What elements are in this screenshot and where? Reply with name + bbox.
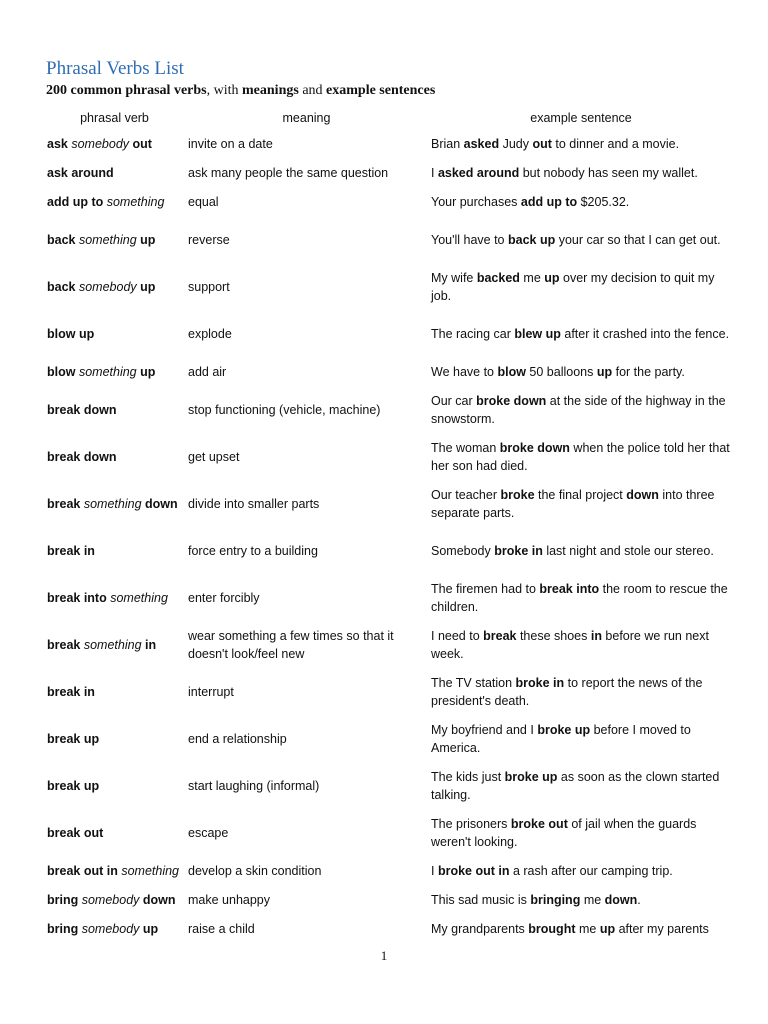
phrasal-verb-cell [44,763,185,810]
meaning-cell: interrupt [188,684,234,699]
phrasal-verb-cell [44,716,185,763]
text-segment: out [532,136,552,151]
text-segment: break [483,629,517,643]
table-row [44,669,734,716]
meaning-cell: explode [188,326,232,341]
text-segment: The woman [431,441,500,455]
table-row [44,575,734,622]
text-segment: broke in [494,543,543,558]
text-segment: broke up [537,723,591,737]
text-segment: ask around [47,165,114,180]
text-segment: The TV station [431,676,516,690]
text-segment: back up [507,232,556,247]
text-segment: blow [47,364,79,379]
text-segment: I need to [431,629,484,643]
text-segment: of jail when the guards weren't looking. [431,817,697,849]
text-segment: before I moved to America. [431,723,691,755]
phrasal-verb-cell [44,387,185,434]
example-sentence-cell [428,716,734,763]
table-row [44,387,734,434]
table-row [44,763,734,810]
text-segment: add up to [47,194,107,209]
phrasal-verb-cell [44,810,185,857]
table-row [44,915,734,944]
text-segment: broke out in [437,863,510,878]
phrasal-verb-cell [44,886,185,915]
text-segment: back [47,279,79,294]
text-segment: as soon as the clown started talking. [431,770,720,802]
table-row [44,886,734,915]
example-sentence-cell [428,575,734,622]
text-segment: asked [463,136,500,151]
example-sentence-cell [428,387,734,434]
text-segment: backed [476,271,520,285]
text-segment: in [141,637,157,652]
text-segment: Judy [499,136,533,151]
meaning-cell: support [188,279,230,294]
example-sentence-cell [428,763,734,810]
text-segment: to dinner and a movie. [551,136,680,151]
text-segment: me [575,921,600,936]
meaning-cell: equal [188,194,219,209]
text-segment: down [141,496,178,511]
text-segment: Our car [431,394,477,408]
phrasal-verb-cell [44,130,185,159]
table-row [44,264,734,311]
text-segment: these shoes [516,629,591,643]
text-segment: up [136,364,156,379]
table-row [44,311,734,358]
text-segment: something [83,637,142,652]
subtitle-segment: 200 common phrasal verbs [46,83,207,98]
subtitle-segment: and [298,83,327,98]
phrasal-verbs-table [44,108,734,944]
table-row [44,130,734,159]
text-segment: Somebody [431,543,495,558]
text-segment: broke [500,488,535,502]
phrasal-verb-cell [44,188,185,217]
table-row [44,358,734,387]
text-segment: break up [47,778,100,793]
text-segment: down [626,488,659,502]
text-segment: break out [47,825,104,840]
text-segment: My wife [431,271,477,285]
text-segment: down [139,892,176,907]
table-row [44,481,734,528]
text-segment: blow [497,364,526,379]
text-segment: broke down [499,441,570,455]
document-subtitle [46,83,435,99]
text-segment: something [110,590,168,605]
text-segment: bring [47,921,82,936]
meaning-cell: develop a skin condition [188,863,322,878]
text-segment: ask [47,136,72,151]
table-row [44,188,734,217]
example-sentence-cell [428,886,734,915]
text-segment: The firemen had to [431,582,540,596]
text-segment: something [78,232,137,247]
text-segment: up [544,271,560,285]
text-segment: to report the news of the president's death. [431,676,703,708]
table-header-row [44,108,734,130]
text-segment: at the side of the highway in the snowstorm. [431,394,726,426]
phrasal-verb-cell [44,915,185,944]
meaning-cell: start laughing (informal) [188,778,320,793]
text-segment: into three separate parts. [431,488,715,520]
text-segment: back [47,232,79,247]
text-segment: bringing [530,892,581,907]
text-segment: break down [47,449,117,464]
text-segment: The kids just [431,770,505,784]
document-title: Phrasal Verbs List [46,58,184,79]
text-segment: out [129,136,152,151]
text-segment: but nobody has seen my wallet. [519,165,698,180]
text-segment: bring [47,892,82,907]
text-segment: blow up [47,326,95,341]
text-segment: 50 balloons [525,364,597,379]
meaning-cell: enter forcibly [188,590,260,605]
text-segment: over my decision to quit my job. [431,271,715,303]
text-segment: the room to rescue the children. [431,582,728,614]
example-sentence-cell [428,481,734,528]
text-segment: something [83,496,142,511]
subtitle-segment: , with [206,83,243,98]
phrasal-verb-cell [44,159,185,188]
meaning-cell: add air [188,364,227,379]
text-segment: somebody [78,279,137,294]
table-row [44,159,734,188]
text-segment: My grandparents [431,921,529,936]
phrasal-verb-cell [44,434,185,481]
example-sentence-cell [428,528,734,575]
text-segment: after my parents [615,921,709,936]
table-row [44,217,734,264]
text-segment: something [78,364,137,379]
meaning-cell: reverse [188,232,230,247]
text-segment: . [637,892,641,907]
example-sentence-cell [428,217,734,264]
text-segment: Brian [431,136,464,151]
meaning-cell: escape [188,825,229,840]
text-segment: in [590,629,602,643]
page-number: 1 [380,948,388,963]
header-example-sentence: example sentence [530,111,632,126]
text-segment: asked around [437,165,520,180]
text-segment: me [580,892,605,907]
phrasal-verb-cell [44,311,185,358]
text-segment: Our teacher [431,488,501,502]
text-segment: somebody [71,136,130,151]
text-segment: a rash after our camping trip. [509,863,673,878]
text-segment: up [136,232,156,247]
example-sentence-cell [428,434,734,481]
text-segment: up [599,921,616,936]
subtitle-segment: meanings [242,83,299,98]
phrasal-verb-cell [44,622,185,669]
text-segment: I [431,165,438,180]
header-meaning: meaning [282,111,331,126]
meaning-cell: invite on a date [188,136,273,151]
phrasal-verb-cell [44,358,185,387]
text-segment: break into [539,582,600,596]
example-sentence-cell [428,188,734,217]
text-segment: your car so that I can get out. [555,232,721,247]
example-sentence-cell [428,857,734,886]
meaning-cell: get upset [188,449,240,464]
meaning-cell: force entry to a building [188,543,318,558]
example-sentence-cell [428,130,734,159]
text-segment: last night and stole our stereo. [542,543,714,558]
text-segment: me [519,271,545,285]
text-segment: We have to [431,364,498,379]
meaning-cell: raise a child [188,921,255,936]
text-segment: break into [47,590,111,605]
text-segment: The prisoners [431,817,511,831]
text-segment: My boyfriend and I [431,723,538,737]
meaning-cell: ask many people the same question [188,165,389,180]
example-sentence-cell [428,358,734,387]
example-sentence-cell [428,669,734,716]
table-row [44,716,734,763]
subtitle-segment: example sentences [326,83,436,98]
table-row [44,528,734,575]
text-segment: up [139,921,159,936]
meaning-cell: stop functioning (vehicle, machine) [188,402,381,417]
text-segment: break in [47,684,95,699]
text-segment: up [136,279,156,294]
phrasal-verb-cell [44,669,185,716]
text-segment: add up to [520,194,578,209]
table-row [44,810,734,857]
text-segment: broke out [510,817,568,831]
phrasal-verb-cell [44,264,185,311]
text-segment: break out in [47,863,122,878]
example-sentence-cell [428,311,734,358]
example-sentence-cell [428,622,734,669]
text-segment: break in [47,543,95,558]
example-sentence-cell [428,915,734,944]
text-segment: break [47,496,84,511]
text-segment: up [596,364,613,379]
text-segment: You'll have to [431,232,508,247]
text-segment: broke down [476,394,547,408]
text-segment: the final project [534,488,627,502]
example-sentence-cell [428,810,734,857]
phrasal-verb-cell [44,481,185,528]
text-segment: broke up [504,770,558,784]
text-segment: blew up [514,326,561,341]
meaning-cell: end a relationship [188,731,287,746]
text-segment: break up [47,731,100,746]
text-segment: somebody [81,892,140,907]
text-segment: something [121,863,180,878]
example-sentence-cell [428,159,734,188]
text-segment: before we run next week. [431,629,709,661]
text-segment: when the police told her that her son had died. [431,441,730,473]
text-segment: $205.32. [577,194,630,209]
phrasal-verb-cell [44,857,185,886]
phrasal-verb-cell [44,217,185,264]
phrasal-verb-cell [44,528,185,575]
text-segment: down [604,892,638,907]
text-segment: after it crashed into the fence. [560,326,730,341]
text-segment: somebody [81,921,140,936]
text-segment: The racing car [431,326,515,341]
table-row [44,857,734,886]
text-segment: I [431,863,438,878]
meaning-cell: make unhappy [188,892,271,907]
text-segment: something [106,194,165,209]
text-segment: break down [47,402,117,417]
text-segment: for the party. [612,364,685,379]
text-segment: brought [528,921,576,936]
text-segment: Your purchases [431,194,521,209]
meaning-cell: divide into smaller parts [188,496,320,511]
table-row [44,434,734,481]
table-row [44,622,734,669]
header-phrasal-verb: phrasal verb [80,111,149,126]
example-sentence-cell [428,264,734,311]
meaning-cell: wear something a few times so that it doesn't look/feel new [188,629,394,661]
phrasal-verb-cell [44,575,185,622]
text-segment: break [47,637,84,652]
text-segment: broke in [515,676,565,690]
text-segment: This sad music is [431,892,531,907]
